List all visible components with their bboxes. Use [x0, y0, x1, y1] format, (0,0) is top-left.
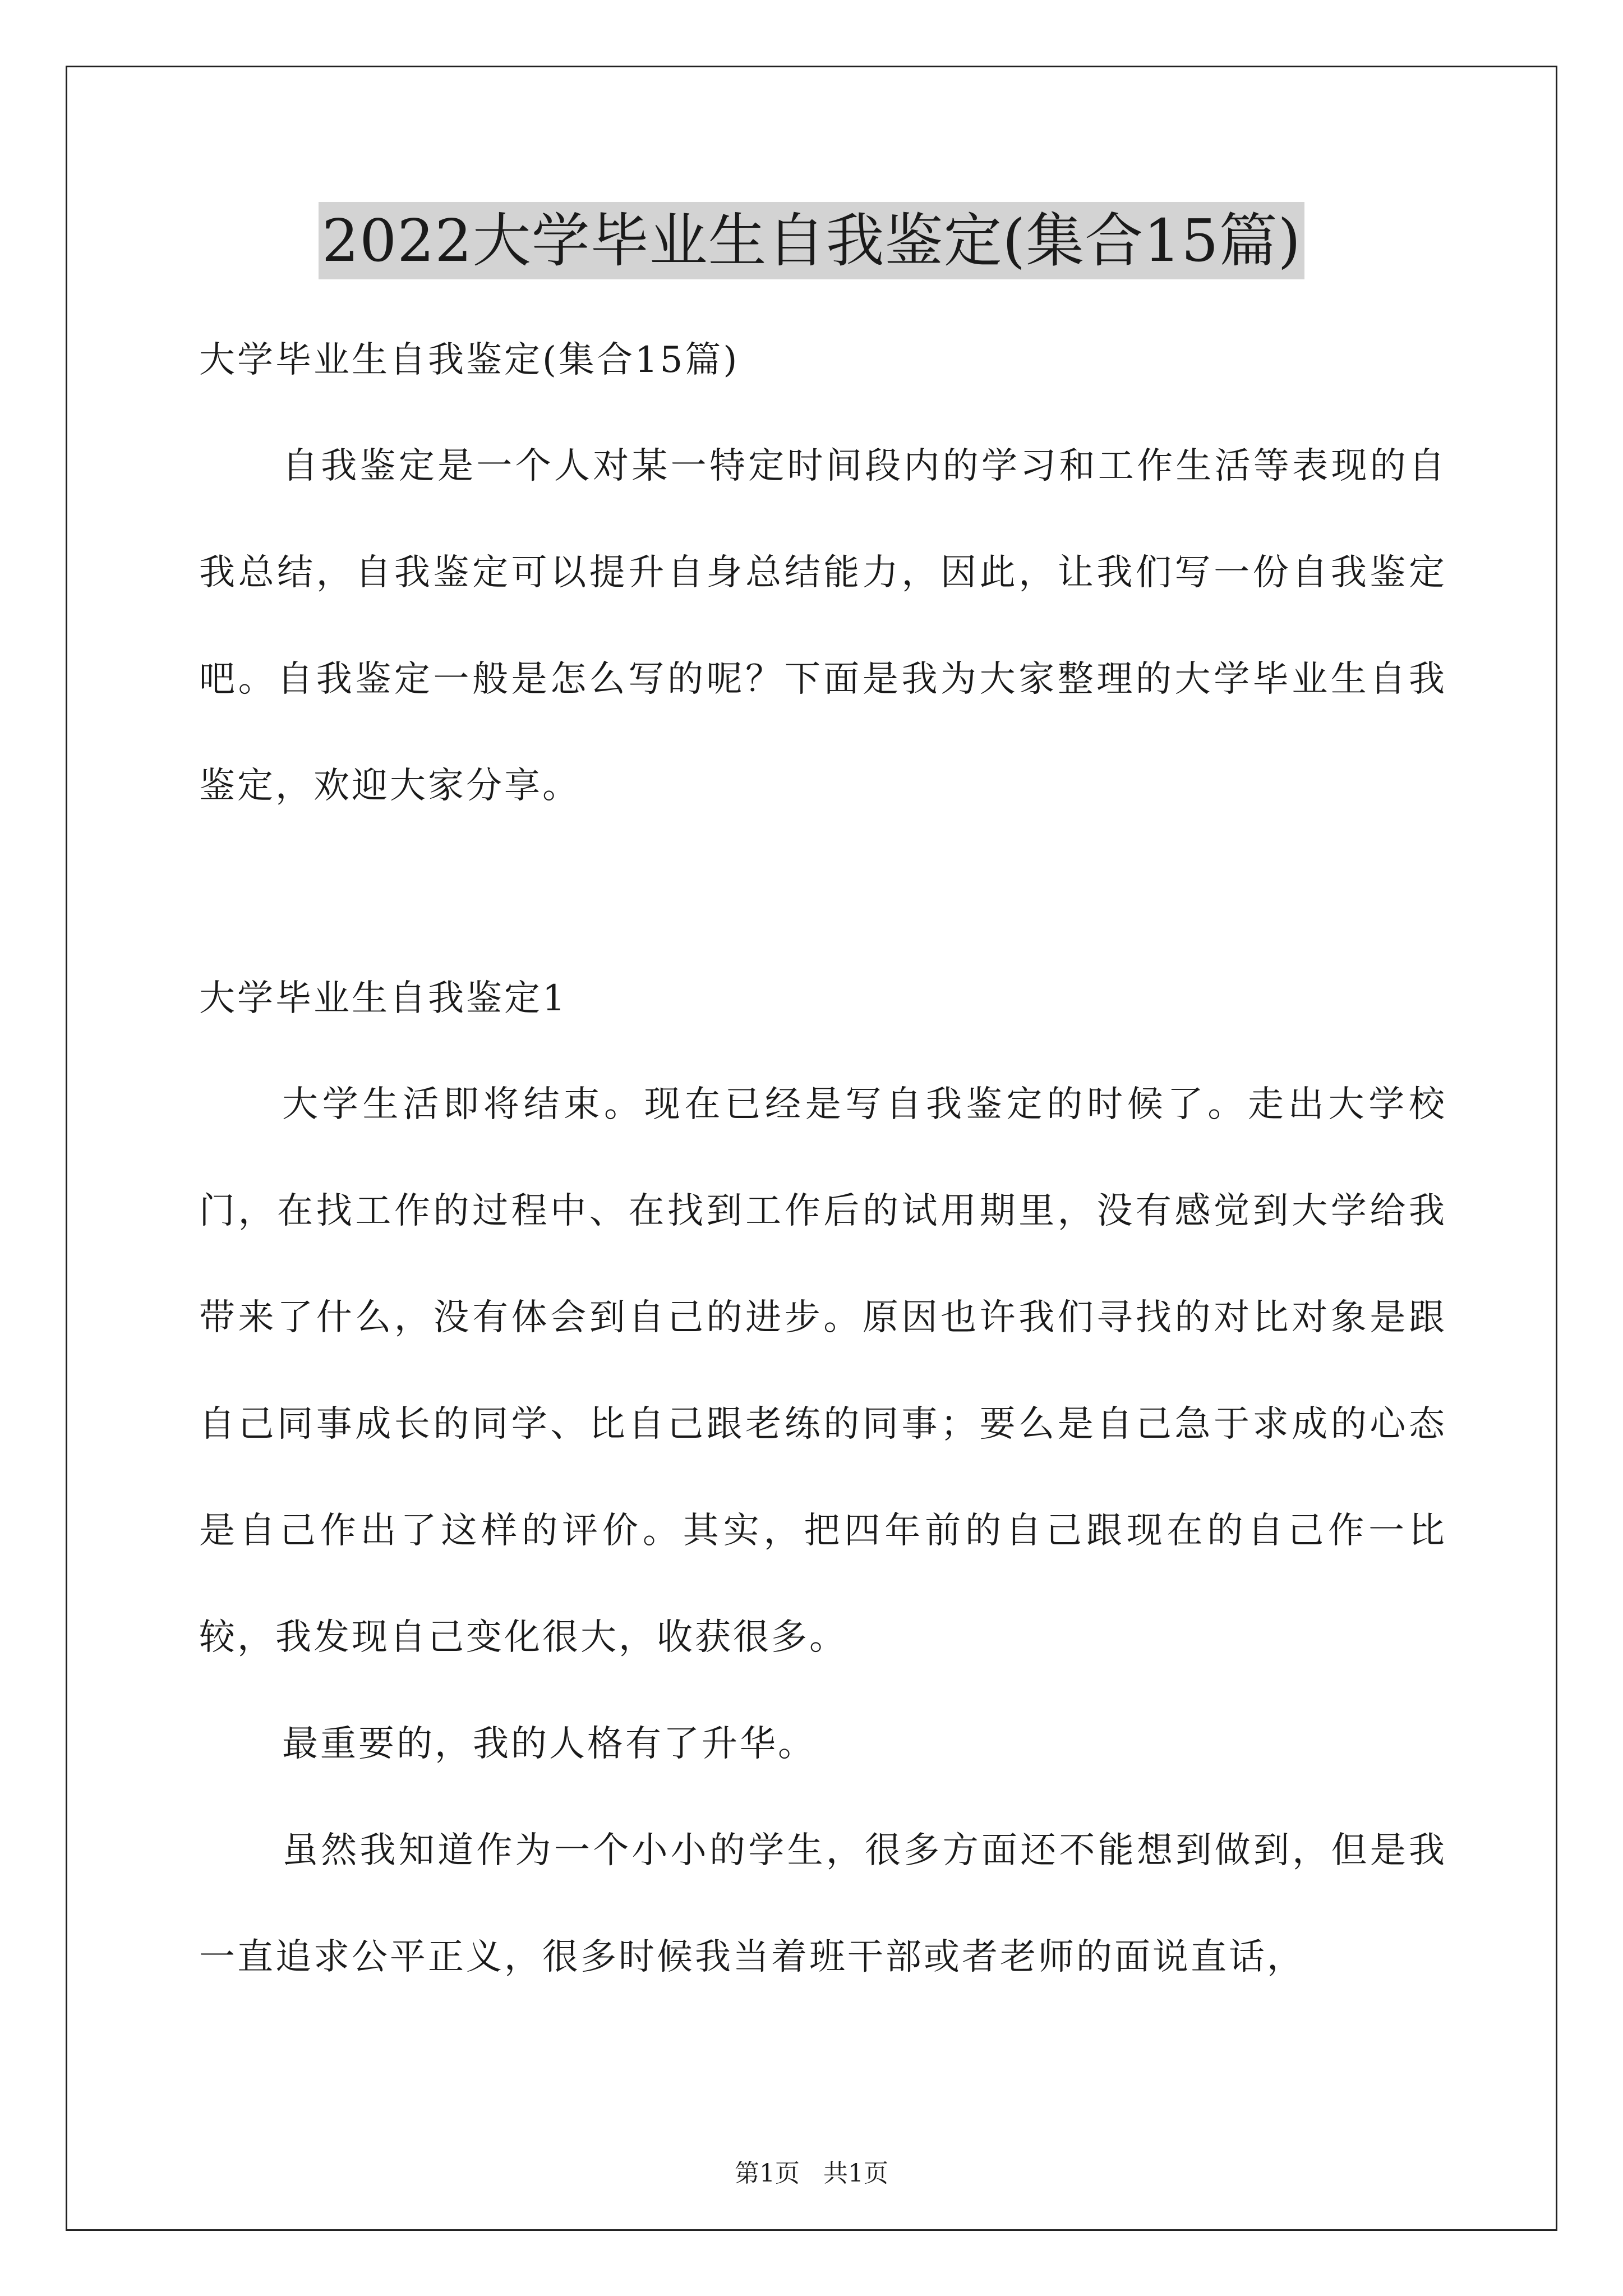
body-paragraph-3: 虽然我知道作为一个小小的学生，很多方面还不能想到做到，但是我一直追求公平正义，很多时候我当着班干部或者老师的面说直话，: [199, 1830, 1447, 1978]
document-title: 2022大学毕业生自我鉴定(集合15篇): [319, 202, 1304, 279]
page-footer: 第1页 共1页: [735, 2159, 888, 2188]
body-paragraph-1: 大学生活即将结束。现在已经是写自我鉴定的时候了。走出大学校门，在找工作的过程中、在找到工作后的试用期里，没有感觉到大学给我带来了什么，没有体会到自己的进步。原因也许我们寻找的对比对象是跟自己同事成长的同学、比自己跟老练的同事；要么是自己急于求成的心态是自己作出了这样的评价。其实，把四年前的自己跟现在的自己作一比较，我发现自己变化很大，收获很多。: [199, 1084, 1447, 1658]
document-body: [199, 307, 1447, 2010]
title-container: [0, 202, 1623, 279]
intro-paragraph: 自我鉴定是一个人对某一特定时间段内的学习和工作生活等表现的自我总结，自我鉴定可以提升自身总结能力，因此，让我们写一份自我鉴定吧。自我鉴定一般是怎么写的呢？下面是我为大家整理的大学毕业生自我鉴定，欢迎大家分享。: [199, 445, 1447, 807]
body-paragraph-2: 最重要的，我的人格有了升华。: [282, 1723, 816, 1765]
paragraph-spacer: [199, 839, 1447, 946]
document-subtitle: 大学毕业生自我鉴定(集合15篇): [199, 339, 740, 381]
section-heading: 大学毕业生自我鉴定1: [199, 978, 568, 1019]
